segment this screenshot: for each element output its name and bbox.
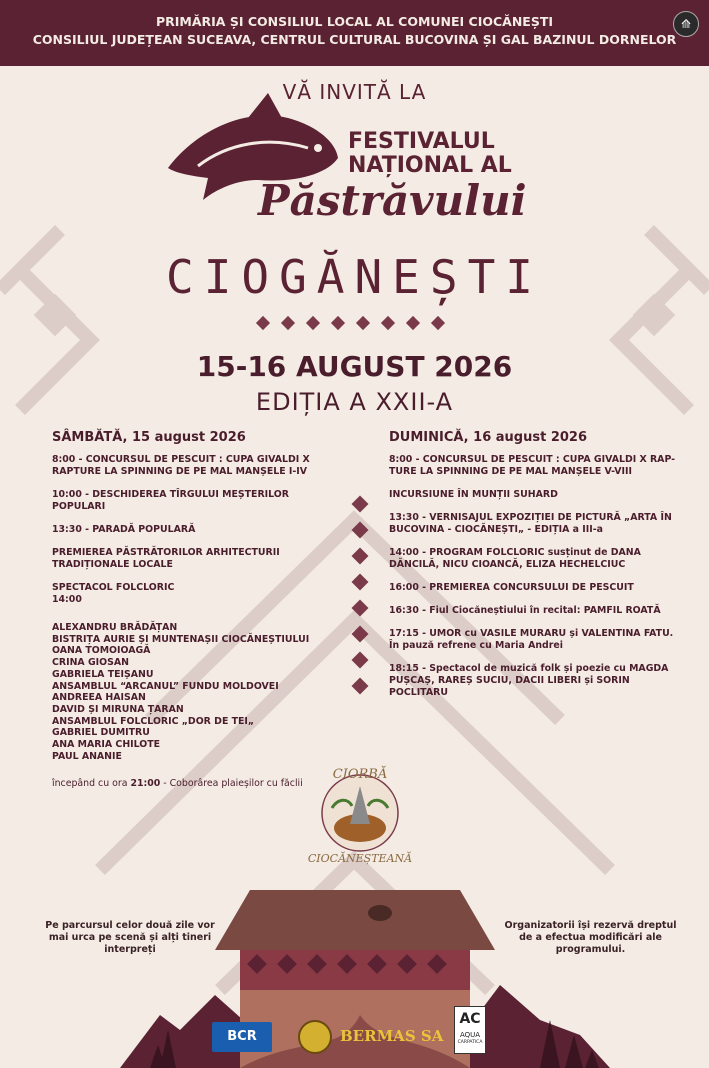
folk-show-title: SPECTACOL FOLCLORIC bbox=[52, 582, 175, 593]
note-more-performers: Pe parcursul celor două zile vor mai urca pe scenă și alți tineri interpreți bbox=[45, 920, 215, 955]
bcr-sponsor-logo: BCR bbox=[212, 1022, 272, 1052]
saturday-title: SÂMBĂTĂ, 15 august 2026 bbox=[52, 430, 246, 445]
town-name: CIOGĂNEȘTI bbox=[166, 250, 543, 304]
program-item: 13:30 - PARADĂ POPULARĂ bbox=[52, 524, 196, 535]
program-item: 8:00 - CONCURSUL DE PESCUIT : CUPA GIVALDI X RAPTURE LA SPINNING DE PE MAL MANȘELE I-IV bbox=[52, 454, 310, 477]
event-dates: 15-16 AUGUST 2026 bbox=[196, 350, 513, 383]
invite-text: VĂ INVITĂ LA bbox=[282, 80, 427, 104]
program-item: 14:00 - PROGRAM FOLCLORIC susținut de DANA DĂNCILĂ, NICU CIOANCĂ, ELIZA HECHELCIUC bbox=[389, 547, 641, 570]
sunday-program bbox=[389, 432, 679, 710]
festival-line-3: Păstrăvului bbox=[258, 176, 527, 225]
program-item: 8:00 - CONCURSUL DE PESCUIT : CUPA GIVALDI X RAP-TURE LA SPINNING DE PE MAL MANȘELE V-VIII bbox=[389, 454, 676, 477]
performer: ANSAMBLUL “ARCANUL” FUNDU MOLDOVEI bbox=[52, 680, 279, 692]
performer: GABRIELA TEIȘANU bbox=[52, 668, 154, 680]
aqua-name: AQUA bbox=[459, 1031, 481, 1039]
festival-title-top bbox=[348, 130, 512, 178]
aqua-letter: AC bbox=[459, 1011, 481, 1027]
performer: PAUL ANANIE bbox=[52, 750, 122, 762]
folk-show bbox=[52, 582, 342, 606]
performer: ANA MARIA CHILOTE bbox=[52, 739, 161, 751]
vertical-folk-ornament bbox=[350, 494, 370, 696]
program-item: 16:30 - Fiul Ciocăneștiului în recital: PAMFIL ROATĂ bbox=[389, 605, 661, 616]
sunday-title: DUMINICĂ, 16 august 2026 bbox=[389, 430, 588, 445]
note-program-changes: Organizatorii își rezervă dreptul de a efectua modificări ale programului. bbox=[504, 920, 677, 955]
organizers-header bbox=[0, 0, 709, 66]
bermas-emblem-icon bbox=[298, 1020, 332, 1054]
performer: ANDREEA HAISAN bbox=[52, 692, 146, 704]
performer: CRINA GIOSAN bbox=[52, 657, 129, 669]
performer-list bbox=[52, 622, 342, 762]
ciorba-bottom-text: CIOCĂNEȘTEANĂ bbox=[307, 852, 413, 865]
ciorba-top-text: CIORBĂ bbox=[332, 767, 388, 782]
program-item: PREMIEREA PĂSTRĂTORILOR ARHITECTURII TRADIȚIONALE LOCALE bbox=[52, 547, 280, 570]
performer: BISTRIȚA AURIE ȘI MUNTENAȘII CIOCĂNEȘTIULUI bbox=[52, 633, 310, 645]
festival-line-2: NAȚIONAL AL bbox=[348, 153, 512, 178]
aqua-carpatica-logo bbox=[454, 1006, 486, 1054]
ciorba-logo bbox=[300, 758, 420, 868]
header-line-1: PRIMĂRIA ȘI CONSILIUL LOCAL AL COMUNEI CIOCĂNEȘTI bbox=[155, 14, 554, 29]
festival-line-1: FESTIVALUL bbox=[348, 129, 495, 154]
folk-ornament-row bbox=[254, 314, 456, 332]
program-item: 16:00 - PREMIEREA CONCURSULUI DE PESCUIT bbox=[389, 582, 634, 593]
header-line-2: CONSILIUL JUDEȚEAN SUCEAVA, CENTRUL CULTURAL BUCOVINA ȘI GAL BAZINUL DORNELOR bbox=[32, 32, 677, 47]
program-item: 13:30 - VERNISAJUL EXPOZIȚIEI DE PICTURĂ „ARTA ÎN BUCOVINA - CIOCĂNEȘTI„ - EDIȚIA a III-a bbox=[389, 512, 672, 535]
performer: GABRIEL DUMITRU bbox=[52, 727, 150, 739]
program-item: 18:15 - Spectacol de muzică folk și poezie cu MAGDA PUȘCAȘ, RAREȘ SUCIU, DACII LIBERI și SORIN POCLITARU bbox=[389, 663, 669, 698]
edition-label: EDIȚIA A XXII-A bbox=[255, 388, 454, 416]
translate-icon[interactable]: ⟰ bbox=[673, 11, 699, 37]
aqua-sub: CARPATICA bbox=[457, 1040, 483, 1045]
program-item: 10:00 - DESCHIDEREA TÎRGULUI MEȘTERILOR POPULARI bbox=[52, 489, 289, 512]
program-item: 17:15 - UMOR cu VASILE MURARU și VALENTINA FATU. În pauză refrene cu Maria Andrei bbox=[389, 628, 674, 651]
saturday-program bbox=[52, 432, 342, 790]
closing-event: începând cu ora 21:00 - Coborârea plaieșilor cu făclii bbox=[52, 778, 303, 790]
performer: DAVID ȘI MIRUNA ȚARAN bbox=[52, 703, 184, 715]
performer: OANA TOMOIOAGĂ bbox=[52, 645, 151, 657]
folk-show-time: 14:00 bbox=[52, 594, 82, 605]
performer: ANSAMBLUL FOLCLORIC „DOR DE TEI„ bbox=[52, 715, 255, 727]
bermas-sponsor-logo: BERMAS SA bbox=[340, 1027, 444, 1045]
program-item: INCURSIUNE ÎN MUNȚII SUHARD bbox=[389, 489, 558, 500]
performer: ALEXANDRU BRĂDĂȚAN bbox=[52, 622, 178, 633]
